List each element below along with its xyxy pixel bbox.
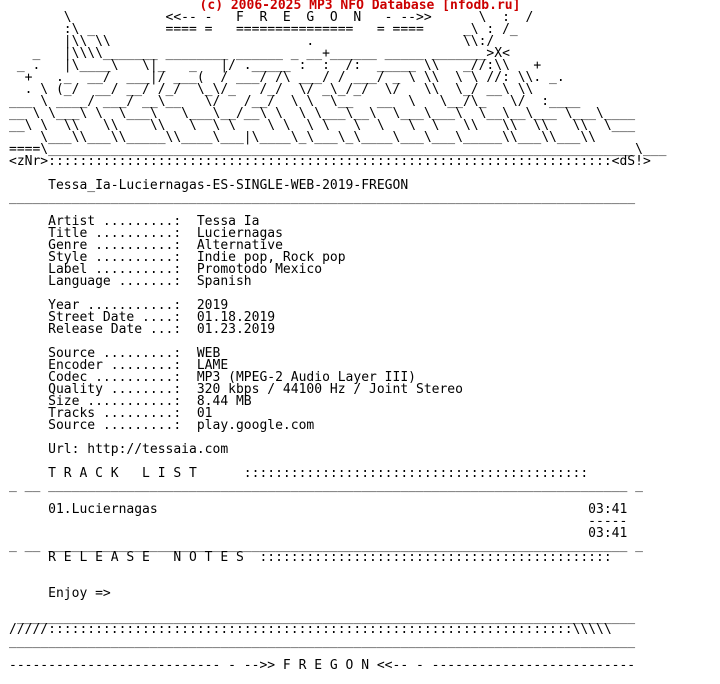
nfo-line: Genre ..........: Alternative xyxy=(9,238,283,253)
nfo-line: Label ..........: Promotodo Mexico xyxy=(9,262,323,277)
nfo-line: Release Date ...: 01.23.2019 xyxy=(9,322,276,337)
nfo-line: Style ..........: Indie pop, Rock pop xyxy=(9,250,346,265)
nfo-line: 03:41 xyxy=(9,526,628,541)
nfo-line: |\\ \\ . \\:/ xyxy=(9,34,495,49)
nfo-line: :\ _ ==== = =============== = ==== _\ : /_ xyxy=(9,22,518,37)
nfo-line: /////:::::::::::::::::::::::::::::::::::::::::::::::::::::::::::::::::::\\\\\ xyxy=(9,622,612,637)
nfo-line: Title ..........: Luciernagas xyxy=(9,226,283,241)
nfo-line: _ __ __________________________________________________________________________ _ xyxy=(9,478,643,493)
nfo-line: ________________________________________________________________________________ xyxy=(9,634,636,649)
nfo-line: Codec ..........: MP3 (MPEG-2 Audio Layer III) xyxy=(9,370,416,385)
nfo-line: Tracks .........: 01 xyxy=(9,406,213,421)
nfo-line: __ \ \___\ \ \___\ \___\__/__\ \ \ \___\__\ \___\___\ \__\__\___ \___\____ xyxy=(9,106,636,121)
nfo-line: \___\\___\\_____\\____\___|\____\_\___\_\____\___\___\_____\\___\\___\\ xyxy=(9,130,596,145)
nfo-line: __\ \ \\ \\ \\ \ \ \ \ \ \ \ \ \ \ \ \\ \\ \\ \\ \___ xyxy=(9,118,636,133)
nfo-line: Size ...........: 8.44 MB xyxy=(9,394,252,409)
nfo-line: _ . |\____\ \|_ _ |/ ._____ : : /: _____ \\ _//:\\ + xyxy=(9,58,542,73)
nfo-line: R E L E A S E N O T E S ::::::::::::::::::::::::::::::::::::::::::::: xyxy=(9,550,612,565)
nfo-line: Quality ........: 320 kbps / 44100 Hz / Joint Stereo xyxy=(9,382,463,397)
copyright-header: (c) 2006-2025 MP3 NFO Database [nfodb.ru] xyxy=(199,0,521,13)
nfo-line: _______________________________________________________________________________ xyxy=(9,610,636,625)
nfo-line: Street Date ....: 01.18.2019 xyxy=(9,310,276,325)
nfo-line: + ._ __/ ___|/ ___( / ___/ /\ ___/ / ___/ _ \ \\ \ \ //: \\. _. xyxy=(9,70,565,85)
nfo-line: Source .........: WEB xyxy=(9,346,221,361)
nfo-line: --------------------------- - -->> F R E G O N <<-- - -------------------------- xyxy=(9,658,636,673)
nfo-line: ___ \ ____/ ___/ __\__ \/ /__/ \ \ \__ __ \ \__/\_ \/ :____ xyxy=(9,94,581,109)
nfo-line: ----- xyxy=(9,514,628,529)
nfo-line: Encoder ........: LAME xyxy=(9,358,229,373)
nfo-line xyxy=(9,564,666,576)
nfo-line: \ <<-- - F R E G O N - -->> \ : / xyxy=(9,10,534,25)
nfo-line: Year ...........: 2019 xyxy=(9,298,229,313)
nfo-line: _ |\\\\_______ ________ ______ _ __+______ _____ _______>X< xyxy=(9,46,510,61)
nfo-line: . \ (_/ __/ __/ /_/ \_\/_ /_/ \/ _\_/_/ \/ \\ \_/ __\ \\ xyxy=(9,82,534,97)
nfo-line: 01.Luciernagas 03:41 xyxy=(9,502,628,517)
nfo-text-body xyxy=(9,12,666,672)
nfo-line: Enjoy => xyxy=(9,586,111,601)
nfo-line: Url: http://tessaia.com xyxy=(9,442,229,457)
nfo-line: ________________________________________________________________________________ xyxy=(9,190,636,205)
nfo-line: T R A C K L I S T :::::::::::::::::::::::::::::::::::::::::::: xyxy=(9,466,589,481)
nfo-line: Language .......: Spanish xyxy=(9,274,252,289)
nfo-line: Source .........: play.google.com xyxy=(9,418,315,433)
nfo-line: _ __ __________________________________________________________________________ _ xyxy=(9,538,643,553)
nfo-line: <zNr>::::::::::::::::::::::::::::::::::::::::::::::::::::::::::::::::::::::::<dS!> xyxy=(9,154,651,169)
nfo-line: Artist .........: Tessa Ia xyxy=(9,214,260,229)
nfo-line: Tessa_Ia-Luciernagas-ES-SINGLE-WEB-2019-FREGON xyxy=(9,178,409,193)
nfo-line: ====\___________________________________________________________________________\___ xyxy=(9,142,667,157)
